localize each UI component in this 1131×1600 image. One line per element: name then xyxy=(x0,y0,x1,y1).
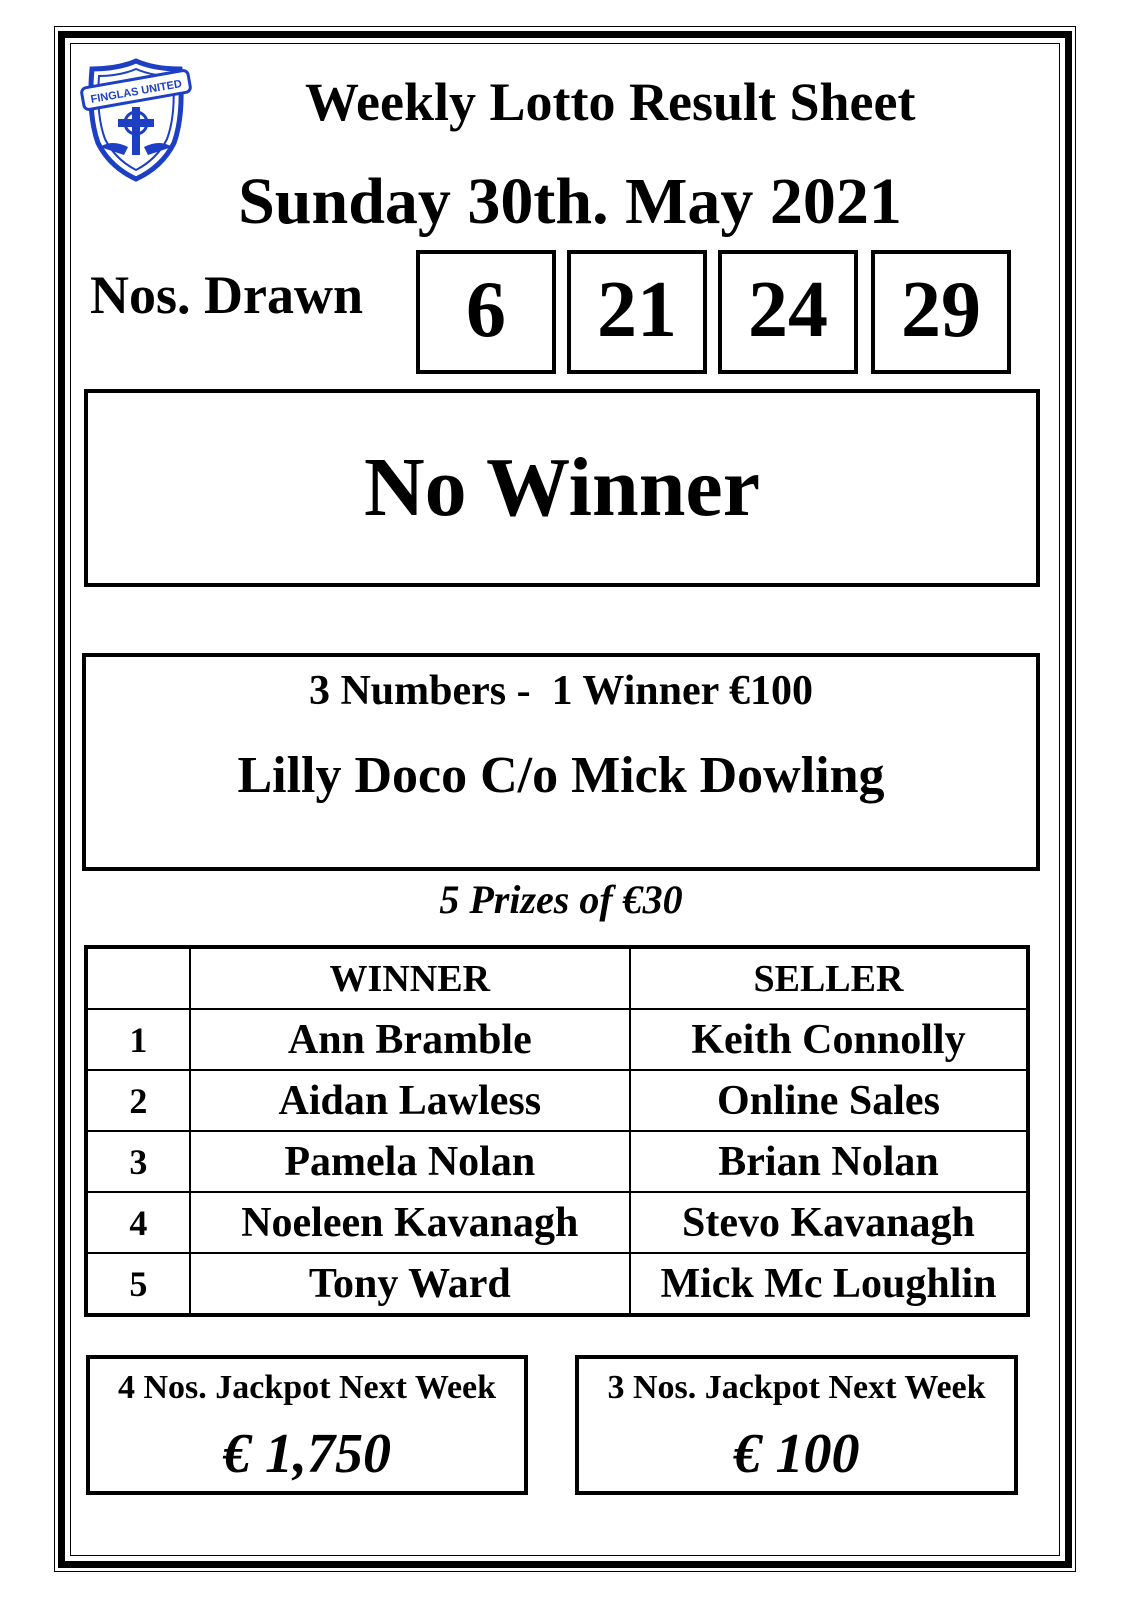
row-number: 5 xyxy=(86,1253,190,1315)
four-numbers-jackpot-amount: € 1,750 xyxy=(223,1423,391,1485)
three-numbers-winner: Lilly Doco C/o Mick Dowling xyxy=(237,747,885,804)
three-numbers-jackpot-label: 3 Nos. Jackpot Next Week xyxy=(607,1369,986,1406)
prize-winners-table xyxy=(84,945,1030,1317)
row-winner: Tony Ward xyxy=(190,1253,630,1315)
table-header-number xyxy=(86,947,190,1009)
row-winner: Aidan Lawless xyxy=(190,1070,630,1131)
three-numbers-jackpot-amount: € 100 xyxy=(733,1423,860,1485)
three-numbers-heading: 3 Numbers - 1 Winner €100 xyxy=(308,668,814,714)
row-seller: Keith Connolly xyxy=(630,1009,1028,1070)
row-winner: Pamela Nolan xyxy=(190,1131,630,1192)
three-numbers-box xyxy=(82,653,1040,871)
drawn-number-2: 21 xyxy=(567,250,707,374)
row-seller: Online Sales xyxy=(630,1070,1028,1131)
page-title: Weekly Lotto Result Sheet xyxy=(305,72,916,132)
numbers-drawn-label: Nos. Drawn xyxy=(90,265,364,325)
row-seller: Mick Mc Loughlin xyxy=(630,1253,1028,1315)
row-seller: Stevo Kavanagh xyxy=(630,1192,1028,1253)
four-numbers-jackpot-box xyxy=(86,1355,528,1495)
table-row xyxy=(86,1253,1028,1315)
table-header-row xyxy=(86,947,1028,1009)
row-number: 3 xyxy=(86,1131,190,1192)
row-number: 1 xyxy=(86,1009,190,1070)
drawn-number-4: 29 xyxy=(871,250,1011,374)
row-winner: Noeleen Kavanagh xyxy=(190,1192,630,1253)
row-number: 2 xyxy=(86,1070,190,1131)
table-row xyxy=(86,1009,1028,1070)
drawn-number-3: 24 xyxy=(718,250,858,374)
row-number: 4 xyxy=(86,1192,190,1253)
draw-date: Sunday 30th. May 2021 xyxy=(238,165,902,238)
jackpot-result-box: No Winner xyxy=(84,389,1040,587)
prizes-heading: 5 Prizes of €30 xyxy=(439,877,683,922)
table-header-winner: WINNER xyxy=(190,947,630,1009)
four-numbers-jackpot-label: 4 Nos. Jackpot Next Week xyxy=(117,1369,497,1406)
svg-text:FINGLAS UNITED: FINGLAS UNITED xyxy=(89,78,183,106)
row-winner: Ann Bramble xyxy=(190,1009,630,1070)
three-numbers-jackpot-box xyxy=(575,1355,1018,1495)
table-row xyxy=(86,1192,1028,1253)
table-row xyxy=(86,1131,1028,1192)
table-header-seller: SELLER xyxy=(630,947,1028,1009)
row-seller: Brian Nolan xyxy=(630,1131,1028,1192)
drawn-number-1: 6 xyxy=(416,250,556,374)
table-row xyxy=(86,1070,1028,1131)
